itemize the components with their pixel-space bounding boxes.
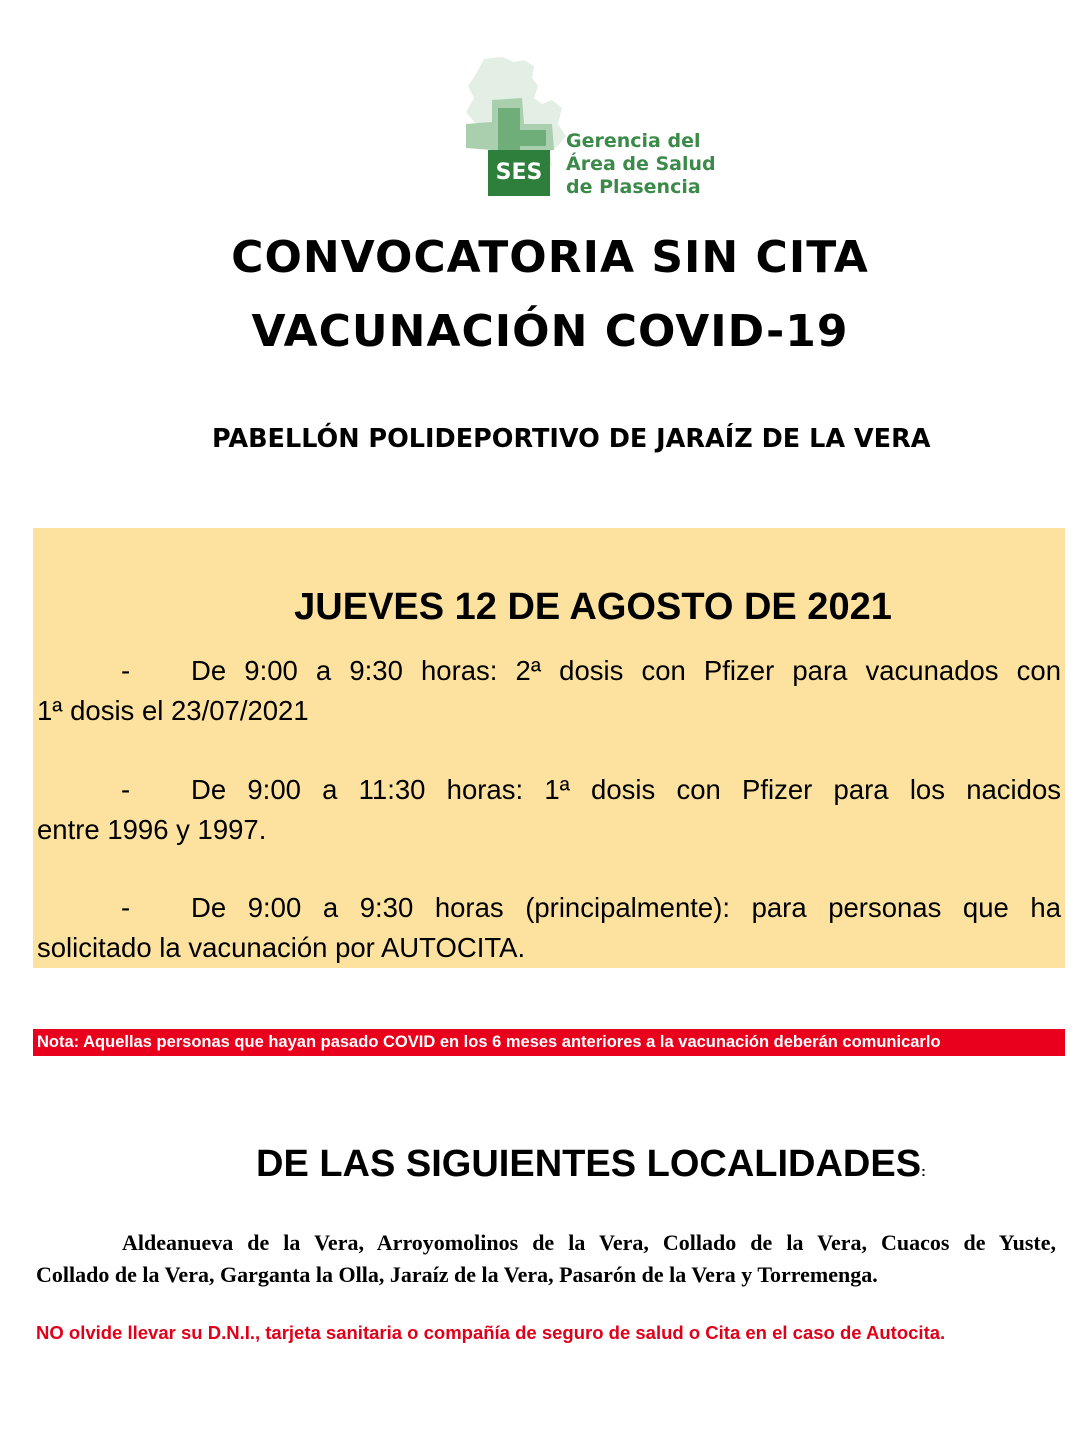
bullet-dash: - [121,892,131,923]
logo-caption [566,130,716,199]
schedule-item-text: De 9:00 a 9:30 horas: 2ª dosis con Pfizer para vacunados con [191,655,1061,686]
ses-abbr: SES [495,160,543,185]
bullet-dash: - [121,774,131,805]
logo-line: Gerencia del [566,130,701,152]
covid-note-banner [33,1029,1065,1056]
localities-list [36,1227,1056,1291]
venue: PABELLÓN POLIDEPORTIVO DE JARAÍZ DE LA VERA [212,424,931,454]
schedule-item-text: entre 1996 y 1997. [37,814,267,845]
bullet-dash: - [121,655,131,686]
schedule-item-text: De 9:00 a 9:30 horas (principalmente): para personas que ha [191,892,1061,923]
logo-line: Área de Salud [566,153,716,175]
localities-heading-colon: : [921,1163,926,1179]
page-title-line1: CONVOCATORIA SIN CITA [231,232,869,283]
documents-reminder: NO olvide llevar su D.N.I., tarjeta sanitaria o compañía de seguro de salud o Cita en el caso de Autocita. [36,1322,946,1343]
localities-heading-text: DE LAS SIGUIENTES LOCALIDADES [256,1143,922,1185]
schedule-item-text: De 9:00 a 11:30 horas: 1ª dosis con Pfizer para los nacidos [191,774,1061,805]
page-title-line2: VACUNACIÓN COVID-19 [251,306,849,357]
schedule-item [37,651,1061,731]
localities-line: Collado de la Vera, Garganta la Olla, Jaraíz de la Vera, Pasarón de la Vera y Torremenga. [36,1262,878,1287]
localities-heading [256,1143,926,1186]
schedule-panel [33,528,1065,968]
schedule-item [37,770,1061,850]
schedule-item [37,888,1061,968]
schedule-item-text: solicitado la vacunación por AUTOCITA. [37,932,526,963]
schedule-date: JUEVES 12 DE AGOSTO DE 2021 [294,586,892,628]
schedule-item-text: 1ª dosis el 23/07/2021 [37,695,309,726]
covid-note-text: Nota: Aquellas personas que hayan pasado COVID en los 6 meses anteriores a la vacunación deberán comunicarlo [37,1033,941,1051]
logo-line: de Plasencia [566,176,701,198]
ses-logo [462,54,732,204]
localities-line: Aldeanueva de la Vera, Arroyomolinos de la Vera, Collado de la Vera, Cuacos de Yuste, [122,1230,1056,1255]
